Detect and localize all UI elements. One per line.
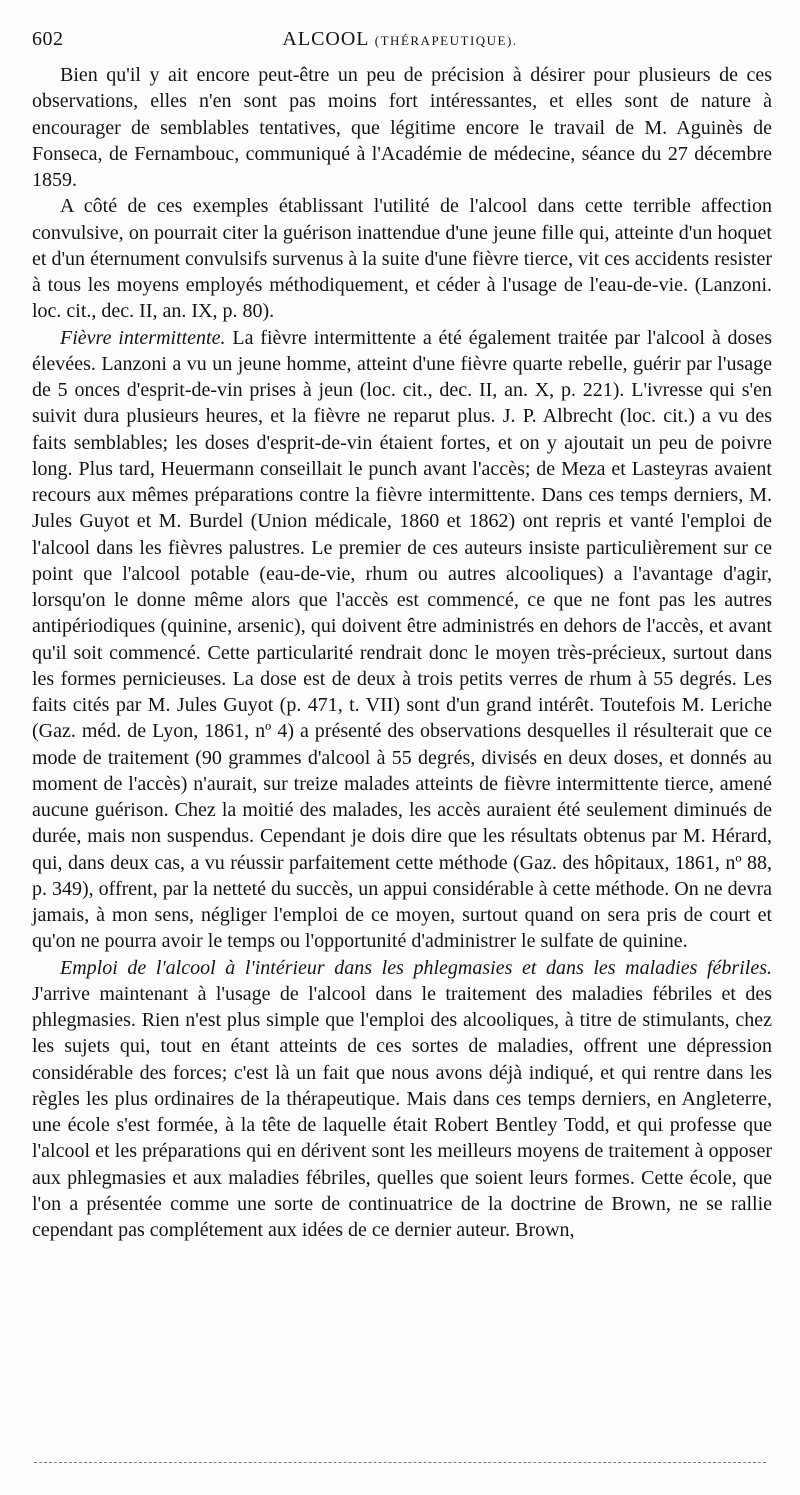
section-heading-emploi: Emploi de l'alcool à l'intérieur dans les phlegmasies et dans les maladies fébriles. <box>60 956 772 979</box>
page-header <box>32 28 768 58</box>
paragraph-3 <box>32 325 772 955</box>
running-title-main: ALCOOL <box>282 28 369 50</box>
paragraph-4-text: J'arrive maintenant à l'usage de l'alcool dans le traitement des maladies fébriles et des phlegmasies. Rien n'est plus simple que l'emploi des alcooliques, à titre de stimulants, chez les sujets qui, tout en étant atteints de ces sortes de maladies, offrent une dépression considérable des forces; c'est là un fait que nous avons déjà indiqué, et qui rentre dans les règles les plus ordinaires de la thérapeutique. Mais dans ces temps derniers, en Angleterre, une école s'est formée, à la tête de laquelle était Robert Bentley Todd, et qui professe que l'alcool et les préparations qui en dérivent sont les meilleurs moyens de traitement à opposer aux phlegmasies et aux maladies fébriles, quelles que soient leurs formes. Cette école, que l'on a présentée comme une sorte de continuatrice de la doctrine de Brown, ne se rallie cependant pas complétement aux idées de ce dernier auteur. Brown, <box>32 982 772 1241</box>
running-title <box>32 28 768 51</box>
page-number: 602 <box>32 28 64 50</box>
paragraph-4 <box>32 955 772 1244</box>
section-heading-fievre: Fièvre intermittente. <box>60 326 226 349</box>
paragraph-3-text: La fièvre intermittente a été également traitée par l'alcool à doses élevées. Lanzoni a vu un jeune homme, atteint d'une fièvre quarte rebelle, guérir par l'usage de 5 onces d'esprit-de-vin prises à jeun (loc. cit., dec. II, an. X, p. 221). L'ivresse qui s'en suivit dura plusieurs heures, et la fièvre ne reparut plus. J. P. Albrecht (loc. cit.) a vu des faits semblables; les doses d'esprit-de-vin étaient fortes, et on y ajoutait un peu de poivre long. Plus tard, Heuermann conseillait le punch avant l'accès; de Meza et Lasteyras avaient recours aux mêmes préparations contre la fièvre intermittente. Dans ces temps derniers, M. Jules Guyot et M. Burdel (Union médicale, 1860 et 1862) ont repris et vanté l'emploi de l'alcool dans les fièvres palustres. Le premier de ces auteurs insiste particulièrement sur ce point que l'alcool potable (eau-de-vie, rhum ou autres alcooliques) a l'avantage d'agir, lorsqu'on le donne même alors que l'accès est commencé, ce que ne font pas les autres antipériodiques (quinine, arsenic), qui doivent être administrés en dehors de l'accès, et avant qu'il soit commencé. Cette particularité rendrait donc le moyen très-précieux, surtout dans les formes pernicieuses. La dose est de deux à trois petits verres de rhum à 55 degrés. Les faits cités par M. Jules Guyot (p. 471, t. VII) sont d'un grand intérêt. Toutefois M. Leriche (Gaz. méd. de Lyon, 1861, nº 4) a présenté des observations desquelles il résulterait que ce mode de traitement (90 grammes d'alcool à 55 degrés, divisés en deux doses, et donnés au moment de l'accès) n'aurait, sur treize malades atteints de fièvre intermittente tierce, amené aucune guérison. Chez la moitié des malades, les accès auraient été seulement diminués de durée, mais non suspendus. Cependant je dois dire que les résultats obtenus par M. Hérard, qui, dans deux cas, a vu réussir parfaitement cette méthode (Gaz. des hôpitaux, 1861, nº 88, p. 349), offrent, par la netteté du succès, un appui considérable à cette méthode. On ne devra jamais, à mon sens, négliger l'emploi de ce moyen, surtout quand on sera pris de court et qu'on ne pourra avoir le temps ou l'opportunité d'administrer le sulfate de quinine. <box>32 326 772 953</box>
paragraph-1: Bien qu'il y ait encore peut-être un peu de précision à désirer pour plusieurs de ces observations, elles n'en sont pas moins fort intéressantes, et elles sont de nature à encourager de semblables tentatives, que légitime encore le travail de M. Aguinès de Fonseca, de Fernambouc, communiqué à l'Académie de médecine, séance du 27 décembre 1859. <box>32 64 772 191</box>
footer-dashed-rule <box>34 1462 766 1463</box>
body-text <box>32 62 772 1243</box>
running-title-subtitle: (THÉRAPEUTIQUE). <box>374 33 518 48</box>
paragraph-2: A côté de ces exemples établissant l'utilité de l'alcool dans cette terrible affection convulsive, on pourrait citer la guérison inattendue d'une jeune fille qui, atteinte d'un hoquet et d'un éternument convulsifs survenus à la suite d'une fièvre tierce, vit ces accidents resister à tous les moyens employés méthodiquement, et céder à l'usage de l'eau-de-vie. (Lanzoni. loc. cit., dec. II, an. IX, p. 80). <box>32 195 772 323</box>
